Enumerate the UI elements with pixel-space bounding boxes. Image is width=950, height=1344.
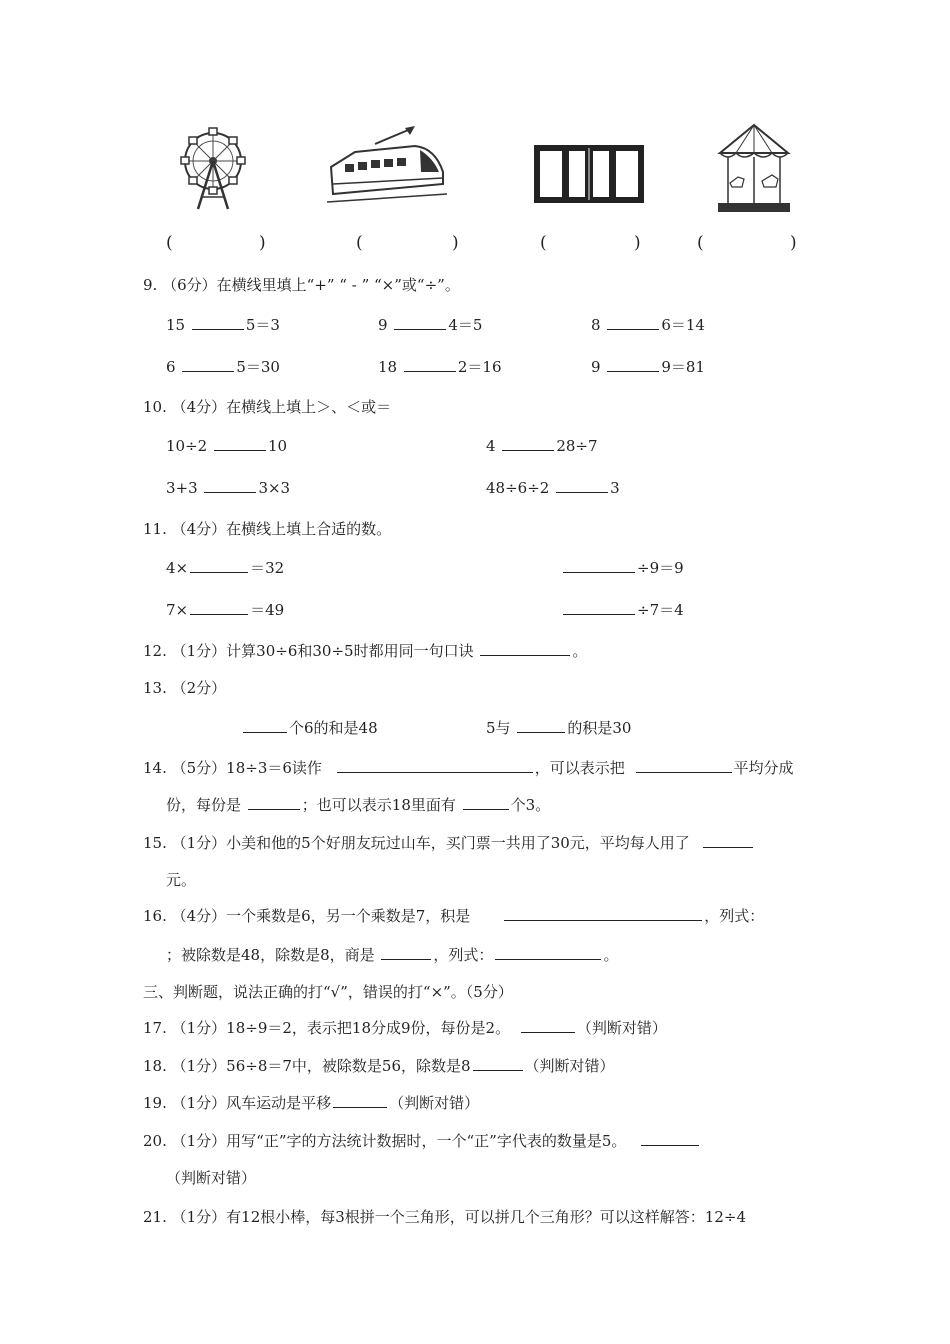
- answer-paren-open-4: (: [697, 233, 704, 253]
- q11-item: [166, 557, 284, 578]
- q9-right: 2＝16: [457, 358, 502, 376]
- q14-line2: [166, 794, 550, 815]
- q18-text: 18. （1分）56÷8＝7中，被除数是56，除数是8: [143, 1057, 471, 1075]
- q12-end: 。: [572, 642, 588, 660]
- answer-blank[interactable]: [248, 795, 300, 810]
- answer-paren-open-1: (: [166, 233, 173, 253]
- q19-text: 19. （1分）风车运动是平移: [143, 1094, 332, 1112]
- answer-blank[interactable]: [337, 758, 533, 773]
- answer-paren-close-4: ): [790, 233, 797, 253]
- q9-right: 5＝30: [236, 358, 280, 376]
- q13-item-b: [486, 717, 631, 738]
- answer-blank[interactable]: [495, 945, 601, 960]
- q10-right: 28÷7: [556, 437, 598, 455]
- answer-blank[interactable]: [333, 1093, 387, 1108]
- q21: 21. （1分）有12根小棒，每3根拼一个三角形，可以拼几个三角形？可以这样解答：12÷4: [143, 1208, 746, 1226]
- answer-blank[interactable]: [556, 478, 608, 493]
- q17-tail: （判断对错）: [576, 1019, 667, 1037]
- answer-paren-open-2: (: [356, 233, 363, 253]
- answer-blank[interactable]: [504, 906, 702, 921]
- q16-text-d: ，列式：: [433, 946, 494, 964]
- q10-left: 4: [486, 437, 496, 455]
- q9-left: 6: [166, 358, 176, 376]
- q16-text-b: ，列式：: [704, 907, 765, 925]
- q15-line1: [143, 832, 755, 853]
- answer-blank[interactable]: [636, 758, 732, 773]
- q11-title: 11. （4分）在横线上填上合适的数。: [143, 520, 392, 538]
- q11-item: [561, 557, 684, 578]
- answer-blank[interactable]: [607, 357, 659, 372]
- answer-blank[interactable]: [563, 558, 635, 573]
- q15-line2: 元。: [166, 871, 197, 889]
- q16-text-e: 。: [603, 946, 619, 964]
- q9-left: 18: [378, 358, 398, 376]
- q9-title: 9. （6分）在横线里填上“+” “ - ” “×”或“÷”。: [143, 276, 460, 294]
- q14-text-e: ；也可以表示18里面有: [301, 796, 456, 814]
- q19-tail: （判断对错）: [389, 1094, 480, 1112]
- sliding-window-picture: [533, 144, 645, 204]
- q14-text-a: 14. （5分）18÷3＝6读作: [143, 759, 322, 777]
- q18: [143, 1055, 615, 1076]
- q20-text: 20. （1分）用写“正”字的方法统计数据时，一个“正”字代表的数量是5。: [143, 1132, 627, 1150]
- carousel-picture: [716, 123, 792, 215]
- q10-item: [166, 436, 287, 455]
- q9-right: 9＝81: [661, 358, 705, 376]
- q9-item: [591, 314, 705, 335]
- q16-text-c: ；被除数是48，除数是8，商是: [166, 946, 375, 964]
- section3-heading: 三、判断题，说法正确的打“√”，错误的打“×”。（5分）: [143, 983, 513, 1001]
- q11-right: ÷7＝4: [637, 601, 684, 619]
- answer-blank[interactable]: [404, 357, 456, 372]
- answer-blank[interactable]: [182, 357, 234, 372]
- answer-paren-close-2: ): [452, 233, 459, 253]
- q11-right: ＝49: [250, 601, 285, 619]
- q20-tail: （判断对错）: [166, 1169, 257, 1187]
- q9-left: 15: [166, 316, 186, 334]
- q14-line1: [143, 757, 794, 778]
- answer-blank[interactable]: [502, 436, 554, 451]
- q10-right: 3×3: [258, 479, 291, 497]
- q11-right: ÷9＝9: [637, 559, 684, 577]
- q20: [143, 1130, 701, 1151]
- q10-right: 10: [267, 437, 288, 455]
- q9-item: [166, 314, 280, 335]
- answer-blank[interactable]: [204, 478, 256, 493]
- q16-text-a: 16. （4分）一个乘数是6，另一个乘数是7，积是: [143, 907, 471, 925]
- q9-left: 9: [591, 358, 601, 376]
- answer-blank[interactable]: [192, 315, 244, 330]
- answer-paren-close-3: ): [634, 233, 641, 253]
- ferris-wheel-picture: [178, 125, 248, 213]
- answer-blank[interactable]: [473, 1056, 523, 1071]
- answer-blank[interactable]: [190, 600, 248, 615]
- q9-item: [591, 356, 705, 377]
- q11-left: 4×: [166, 559, 189, 577]
- q12-text: 12. （1分）计算30÷6和30÷5时都用同一句口诀: [143, 642, 474, 660]
- q14-text-f: 个3。: [510, 796, 551, 814]
- q10-item: [486, 478, 620, 497]
- q9-right: 6＝14: [661, 316, 705, 334]
- q10-left: 10÷2: [166, 437, 208, 455]
- q9-item: [378, 314, 482, 335]
- q10-left: 3+3: [166, 479, 198, 497]
- q17: [143, 1017, 667, 1038]
- q14-text-d: 份，每份是: [166, 796, 242, 814]
- answer-blank[interactable]: [563, 600, 635, 615]
- answer-blank[interactable]: [703, 833, 753, 848]
- q16-line2: [166, 944, 618, 965]
- q14-text-c: 平均分成: [733, 759, 794, 777]
- q10-left: 48÷6÷2: [486, 479, 550, 497]
- answer-paren-close-1: ): [259, 233, 266, 253]
- q9-item: [166, 356, 280, 377]
- q13-b-after: 的积是30: [567, 719, 632, 737]
- q11-right: ＝32: [250, 559, 285, 577]
- answer-blank[interactable]: [394, 315, 446, 330]
- q11-left: 7×: [166, 601, 189, 619]
- q15-text: 15. （1分）小美和他的5个好朋友玩过山车，买门票一共用了30元，平均每人用了: [143, 834, 690, 852]
- q9-left: 9: [378, 316, 388, 334]
- answer-blank[interactable]: [517, 718, 565, 733]
- answer-blank[interactable]: [607, 315, 659, 330]
- answer-blank[interactable]: [463, 795, 509, 810]
- q9-right: 5＝3: [245, 316, 280, 334]
- q10-title: 10. （4分）在横线上填上＞、＜或＝: [143, 398, 392, 416]
- q11-item: [166, 599, 284, 620]
- q9-right: 4＝5: [448, 316, 483, 334]
- q13-a-text: 个6的和是48: [289, 719, 378, 737]
- q13-title: 13. （2分）: [143, 679, 227, 697]
- q12: [143, 640, 587, 661]
- q10-right: 3: [610, 479, 620, 497]
- answer-paren-open-3: (: [540, 233, 547, 253]
- q13-b-before: 5与: [486, 719, 511, 737]
- answer-blank[interactable]: [214, 436, 266, 451]
- q10-item: [166, 478, 290, 497]
- q13-item-a: [241, 717, 378, 738]
- answer-blank[interactable]: [190, 558, 248, 573]
- q18-tail: （判断对错）: [524, 1057, 615, 1075]
- q14-text-b: ，可以表示把: [534, 759, 625, 777]
- q9-item: [378, 356, 502, 377]
- q10-item: [486, 436, 598, 455]
- q19: [143, 1092, 479, 1113]
- train-picture: [325, 122, 447, 212]
- q16-line1: [143, 905, 764, 926]
- q9-left: 8: [591, 316, 601, 334]
- answer-blank[interactable]: [381, 945, 431, 960]
- answer-blank[interactable]: [641, 1131, 699, 1146]
- answer-blank[interactable]: [521, 1018, 575, 1033]
- answer-blank[interactable]: [243, 718, 287, 733]
- q17-text: 17. （1分）18÷9＝2，表示把18分成9份，每份是2。: [143, 1019, 511, 1037]
- q11-item: [561, 599, 684, 620]
- answer-blank[interactable]: [480, 641, 570, 656]
